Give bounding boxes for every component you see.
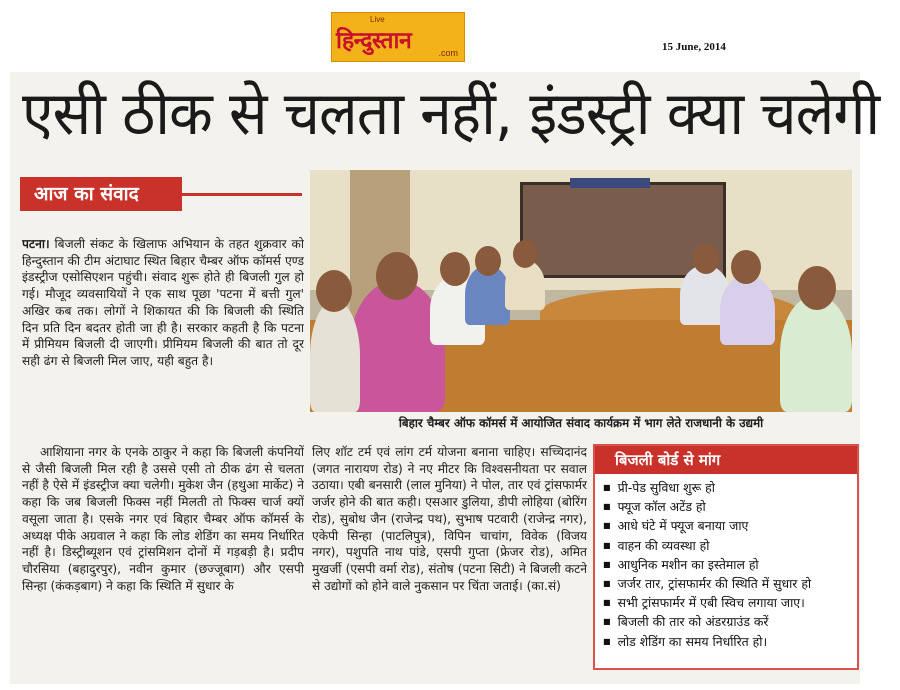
logo-live-label: Live [370, 15, 385, 24]
demands-sidebar [593, 444, 859, 670]
photo-person-head [316, 270, 352, 312]
photo-person [310, 300, 360, 412]
photo-person-head [376, 252, 418, 300]
publication-date: 15 June, 2014 [662, 41, 726, 53]
logo-title: हिन्दुस्तान [336, 28, 412, 54]
newspaper-logo [331, 12, 465, 62]
dateline: पटना। [22, 237, 50, 251]
photo-person-head [513, 240, 537, 268]
photo-person-head [440, 252, 470, 286]
photo-banner-strip [570, 178, 650, 188]
sidebar-title: बिजली बोर्ड से मांग [595, 446, 857, 474]
article-paragraph-3: लिए शॉट टर्म एवं लांग टर्म योजना बनाना चाहिए। सच्चिदानंद (जगत नारायण रोड) ने नए मीटर कि विश्वसनीयता पर सवाल उठाया। एबी बनसारी (लाल मुनिया) ने पोल, तार एवं ट्रांसफार्मर जर्जर होने की बात कही। एसआर डुलिया, डीपी लोहिया (बोरिंग रोड), सुबोध जैन (राजेन्द्र पथ), सुभाष पटवारी (राजेन्द्र नगर), एकेपी सिन्हा (पाटलिपुत्र), विपिन चाचांग, विवेक (विजय नगर), पशुपति नाथ पांडे, एसपी गुप्ता (फ्रेजर रोड), अमित मुखर्जी (एसपी वर्मा रोड), संतोष (पटना सिटी) ने बिजली कटने से उद्योगों को होने वाले नुकसान पर चिंता जताई। (का.सं) [312, 445, 587, 593]
list-item: ■ वाहन की व्यवस्था हो [603, 536, 855, 555]
list-item: ■ जर्जर तार, ट्रांसफार्मर की स्थिति में सुधार हो [603, 574, 855, 593]
photo-caption: बिहार चैम्बर ऑफ कॉमर्स में आयोजित संवाद कार्यक्रम में भाग लेते राजधानी के उद्यमी [398, 416, 764, 430]
section-tag: आज का संवाद [20, 177, 182, 211]
photo-person-head [693, 244, 719, 274]
list-item: ■ सभी ट्रांसफार्मर में एबी स्विच लगाया जाए। [603, 593, 855, 612]
photo-person-head [475, 246, 501, 276]
list-item: ■ आधुनिक मशीन का इस्तेमाल हो [603, 555, 855, 574]
list-item: ■ प्री-पेड सुविधा शुरू हो [603, 478, 855, 497]
photo-person [720, 275, 775, 345]
meeting-photo [310, 170, 852, 412]
logo-domain: .com [438, 48, 458, 58]
article-paragraph-2: आशियाना नगर के एनके ठाकुर ने कहा कि बिजली कंपनियों से जैसी बिजली मिल रही है उससे एसी तो ठीक ढंग से चलता नहीं है ऐसे में इंडस्ट्रीज क्या चलेगी। मुकेश जैन (हथुआ मार्केट) ने कहा कि जब बिजली फिक्स नहीं मिलती तो फिक्स चार्ज क्यों वसूला जाता है। एसके नगर एवं बिहार चैम्बर ऑफ कॉमर्स के अध्यक्ष पीके अग्रवाल ने कहा कि लोड शेडिंग का समय निर्धारित नहीं है। डिस्ट्रीब्यूशन एवं ट्रांसमिशन दोनों में गड़बड़ी है। प्रदीप चौरसिया (बहादुरपुर), नवीन कुमार (छज्जूबाग) और एसपी सिन्हा (कंकड़बाग) ने कहा कि स्थिति में सुधार के [22, 445, 304, 593]
list-item: ■ बिजली की तार को अंडरग्राउंड करें [603, 612, 855, 631]
photo-person-head [731, 250, 761, 284]
article-paragraph-1 [22, 236, 304, 441]
paragraph-1-text: बिजली संकट के खिलाफ अभियान के तहत शुक्रवार को हिन्दुस्तान की टीम अंटाघाट स्थित बिहार चैम्बर ऑफ कॉमर्स एण्ड इंडस्ट्रीज एसोसिएशन पहुंची। संवाद शुरू होते ही बिजली गुल हो गई। मौजूद व्यवसायियों ने एक साथ पूछा 'पटना में बत्ती गुल' अखिर कब तक। लोगों ने शिकायत की कि बिजली की स्थिति दिन प्रति दिन बदतर होती जा ही है। सरकार कहती है कि पटना में प्रीमियम बिजली दी जाएगी। प्रीमियम बिजली की बात तो दूर सही ढंग से बिजली मिल जाए, यही बहुत है। [22, 237, 304, 368]
demands-list [603, 478, 855, 651]
section-rule [182, 193, 302, 196]
photo-person [780, 295, 852, 412]
list-item: ■ फ्यूज कॉल अटेंड हो [603, 497, 855, 516]
list-item: ■ आधे घंटे में फ्यूज बनाया जाए [603, 516, 855, 535]
article-headline: एसी ठीक से चलता नहीं, इंडस्ट्री क्या चलेगी [22, 79, 880, 149]
photo-person-head [798, 266, 836, 310]
list-item: ■ लोड शेडिंग का समय निर्धारित हो। [603, 632, 855, 651]
